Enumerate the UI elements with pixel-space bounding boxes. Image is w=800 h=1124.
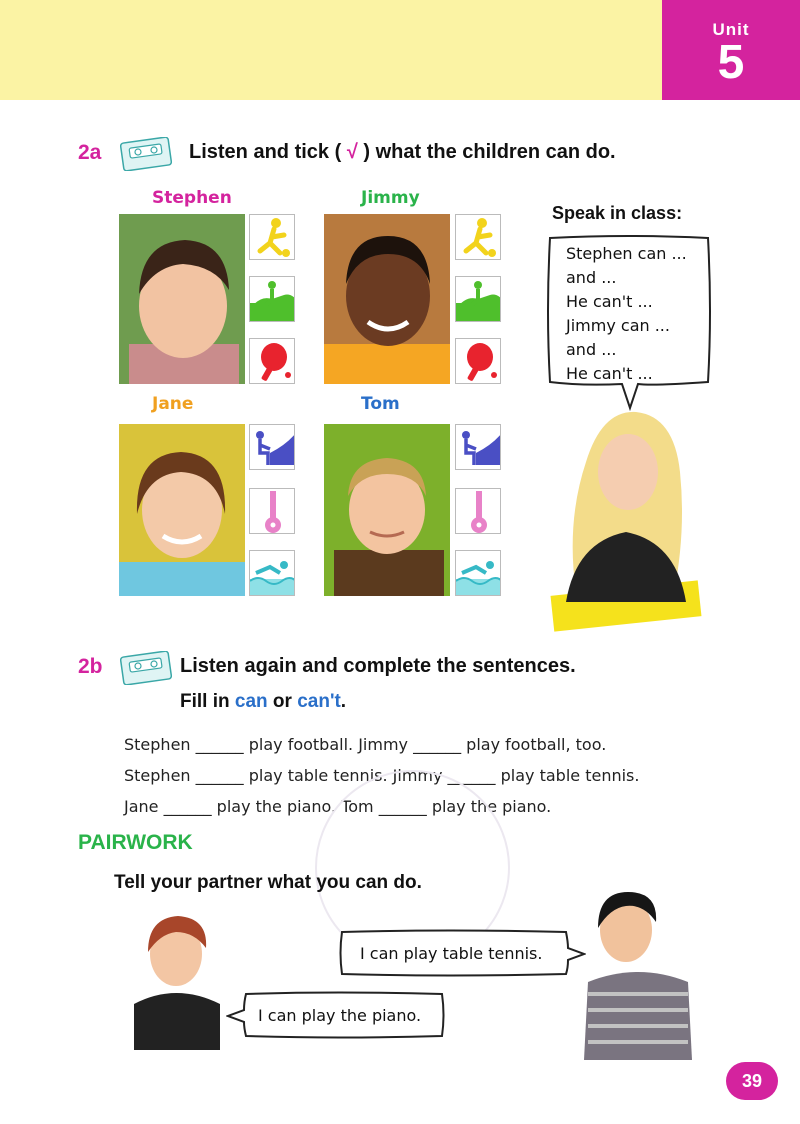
speak-line: and ... bbox=[566, 268, 617, 287]
unit-label: Unit bbox=[712, 20, 750, 39]
name-stephen: Stephen bbox=[152, 188, 232, 208]
speak-line: Stephen can ... bbox=[566, 244, 687, 263]
cassette-icon bbox=[120, 651, 172, 685]
speak-title: Speak in class: bbox=[552, 203, 683, 223]
sentence: Jane ______ play the piano. Tom ______ play the piano. bbox=[124, 797, 552, 816]
table-tennis-icon bbox=[249, 338, 295, 384]
horse-riding-icon bbox=[249, 276, 295, 322]
fill-suffix: . bbox=[340, 691, 347, 712]
unit-tab bbox=[662, 0, 800, 100]
photo-jane bbox=[119, 424, 245, 596]
swimming-icon bbox=[249, 550, 295, 596]
word-can: can bbox=[234, 691, 268, 712]
guitar-icon bbox=[249, 488, 295, 534]
pairwork-instruction: Tell your partner what you can do. bbox=[114, 872, 422, 893]
boy-right-photo bbox=[584, 884, 692, 1060]
swimming-icon bbox=[455, 550, 501, 596]
horse-riding-icon bbox=[455, 276, 501, 322]
table-tennis-icon bbox=[455, 338, 501, 384]
football-icon bbox=[249, 214, 295, 260]
pairwork-title: PAIRWORK bbox=[78, 831, 193, 854]
word-or: or bbox=[272, 691, 292, 712]
girl-photo bbox=[556, 402, 690, 602]
tick-symbol: √ bbox=[346, 141, 358, 163]
name-jane: Jane bbox=[152, 394, 194, 414]
speak-line: He can't ... bbox=[566, 364, 653, 383]
photo-jimmy bbox=[324, 214, 450, 384]
speak-line: Jimmy can ... bbox=[566, 316, 670, 335]
fill-in-instruction bbox=[180, 691, 346, 713]
section-2a-instruction bbox=[189, 141, 616, 164]
word-cant: can't bbox=[297, 691, 341, 712]
speak-line: He can't ... bbox=[566, 292, 653, 311]
fill-prefix: Fill in bbox=[180, 691, 230, 712]
cassette-icon bbox=[120, 137, 172, 171]
instruction-part2: ) what the children can do. bbox=[363, 141, 616, 163]
speech-left-text: I can play the piano. bbox=[258, 1006, 422, 1025]
instruction-part1: Listen and tick ( bbox=[189, 141, 342, 163]
header-band bbox=[0, 0, 662, 100]
photo-stephen bbox=[119, 214, 245, 384]
speech-right-text: I can play table tennis. bbox=[360, 944, 543, 963]
section-2b-number: 2b bbox=[78, 655, 103, 678]
name-tom: Tom bbox=[361, 394, 400, 414]
piano-icon bbox=[455, 424, 501, 470]
piano-icon bbox=[249, 424, 295, 470]
photo-tom bbox=[324, 424, 450, 596]
football-icon bbox=[455, 214, 501, 260]
guitar-icon bbox=[455, 488, 501, 534]
speak-lines bbox=[566, 242, 687, 386]
speak-line: and ... bbox=[566, 340, 617, 359]
section-2a-number: 2a bbox=[78, 141, 102, 164]
unit-number: 5 bbox=[717, 36, 745, 89]
sentence: Stephen ______ play football. Jimmy ______ play football, too. bbox=[124, 735, 607, 754]
boy-left-photo bbox=[128, 908, 224, 1050]
page-number: 39 bbox=[726, 1062, 778, 1100]
sentence: Stephen ______ play table tennis. Jimmy ______ play table tennis. bbox=[124, 766, 640, 785]
name-jimmy: Jimmy bbox=[361, 188, 420, 208]
section-2b-instruction: Listen again and complete the sentences. bbox=[180, 655, 576, 677]
